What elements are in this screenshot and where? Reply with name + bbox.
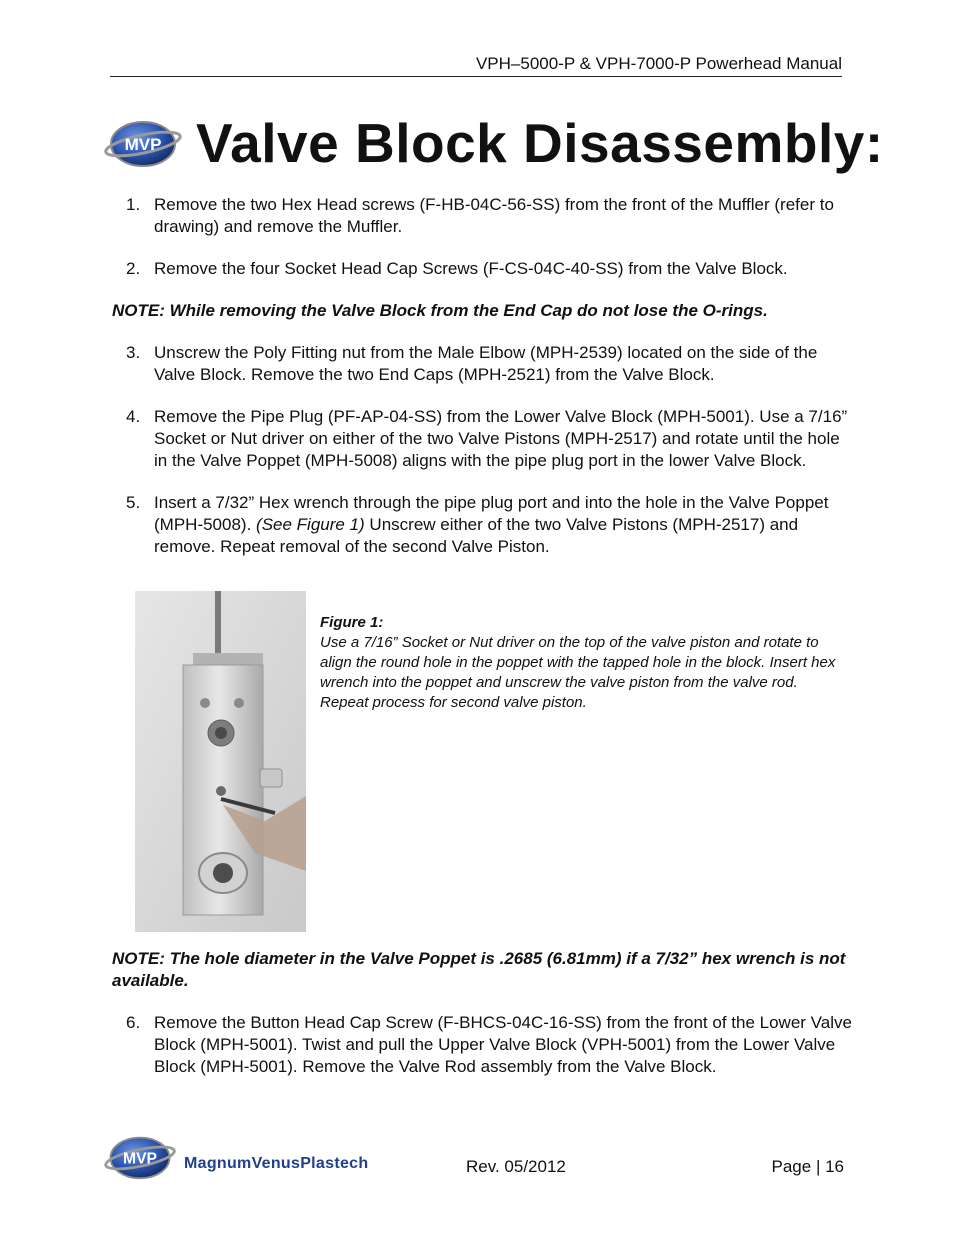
- instructions-continued: [112, 948, 857, 1078]
- list-item: [112, 492, 857, 558]
- step-text-part: Unscrew either of the two Valve Pistons (MPH-2517) and remove. Repeat removal of the second Valve Piston.: [154, 515, 799, 556]
- manual-title: VPH–5000-P & VPH-7000-P Powerhead Manual: [475, 54, 842, 73]
- step-number: 6.: [126, 1013, 141, 1032]
- mvp-footer-logo: [104, 1132, 176, 1182]
- valve-block-photo: [135, 591, 306, 932]
- steps-list-b: [112, 342, 857, 558]
- page-footer: [104, 1130, 844, 1190]
- steps-list-c: [112, 1012, 857, 1078]
- step-text: [154, 493, 828, 556]
- step-text-part: Insert a 7/32” Hex wrench through the pipe plug port and into the hole in the Valve Poppet (MPH-5008).: [154, 493, 829, 534]
- list-item: [112, 342, 857, 386]
- revision-date: Rev. 05/2012: [466, 1157, 566, 1176]
- list-item: [112, 406, 857, 472]
- step-text: Remove the two Hex Head screws (F-HB-04C-56-SS) from the front of the Muffler (refer to drawing) and remove the Muffler.: [154, 195, 834, 236]
- page-number: Page | 16: [771, 1157, 844, 1176]
- step-number: 2.: [126, 259, 141, 278]
- step-number: 1.: [126, 195, 141, 214]
- steps-list-a: [112, 194, 857, 280]
- note-hole-diameter: NOTE: The hole diameter in the Valve Poppet is .2685 (6.81mm) if a 7/32” hex wrench is not available.: [112, 949, 846, 990]
- figure-title: Figure 1:: [320, 614, 384, 631]
- list-item: [112, 1012, 857, 1078]
- step-number: 3.: [126, 343, 141, 362]
- running-header: [110, 52, 842, 77]
- title-row: [104, 108, 884, 178]
- brand-name: MagnumVenusPlastech: [184, 1155, 369, 1172]
- step-text: Unscrew the Poly Fitting nut from the Male Elbow (MPH-2539) located on the side of the Valve Block. Remove the two End Caps (MPH-2521) from the Valve Block.: [154, 343, 818, 384]
- list-item: [112, 258, 857, 280]
- logo-text: MVP: [124, 135, 162, 154]
- step-number: 5.: [126, 493, 141, 512]
- page-title: Valve Block Disassembly:: [196, 112, 884, 174]
- step-text: Remove the Button Head Cap Screw (F-BHCS-04C-16-SS) from the front of the Lower Valve Block (MPH-5001). Twist and pull the Upper Valve Block (VPH-5001) from the Lower Valve Block (MPH-5001). Remove the Valve Rod assembly from the Valve Block.: [154, 1013, 852, 1076]
- list-item: [112, 194, 857, 238]
- figure-caption: [320, 613, 840, 713]
- step-text: Remove the Pipe Plug (PF-AP-04-SS) from the Lower Valve Block (MPH-5001). Use a 7/16” Socket or Nut driver on either of the two Valve Pistons (MPH-2517) and rotate until the hole in the Valve Poppet (MPH-5008) aligns with the pipe plug port in the lower Valve Block.: [154, 407, 848, 470]
- instructions: [112, 194, 857, 558]
- step-text: Remove the four Socket Head Cap Screws (F-CS-04C-40-SS) from the Valve Block.: [154, 259, 788, 278]
- figure-reference: (See Figure 1): [256, 515, 365, 534]
- step-number: 4.: [126, 407, 141, 426]
- figure-1: [135, 591, 855, 933]
- note-o-rings: NOTE: While removing the Valve Block from the End Cap do not lose the O-rings.: [112, 301, 768, 320]
- figure-caption-text: Use a 7/16” Socket or Nut driver on the top of the valve piston and rotate to align the round hole in the poppet with the tapped hole in the block. Insert hex wrench into the poppet and unscrew the valve piston from the valve rod. Repeat process for second valve piston.: [320, 634, 836, 711]
- footer-logo-text: MVP: [123, 1150, 157, 1168]
- mvp-logo: [104, 116, 182, 170]
